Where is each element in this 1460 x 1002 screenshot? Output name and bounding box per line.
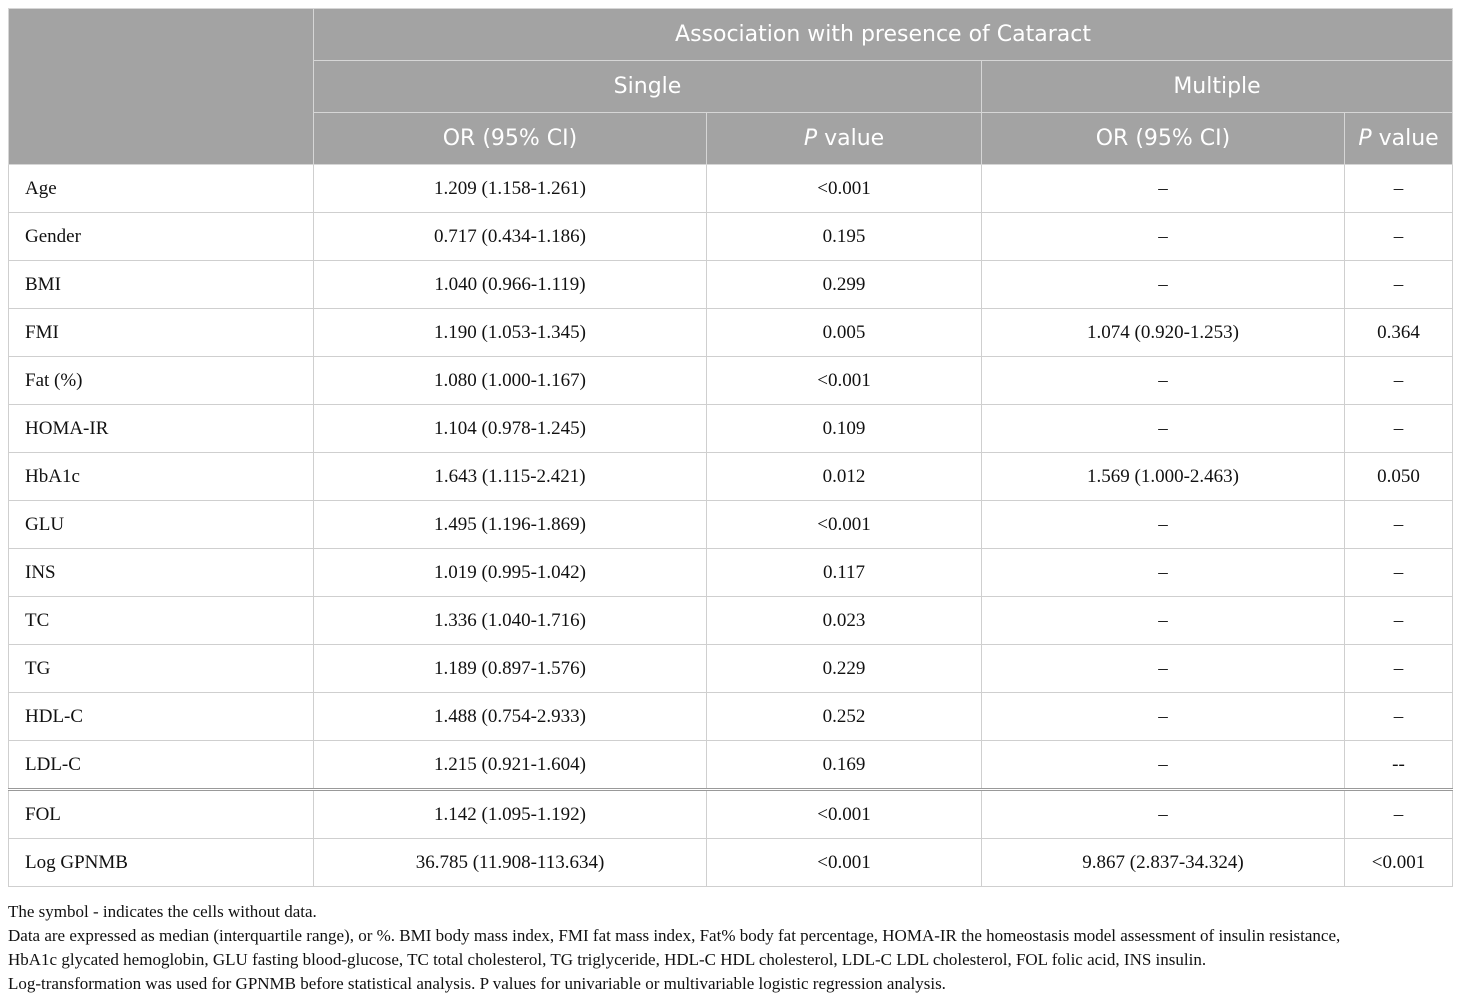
p-single: 0.299 xyxy=(707,261,982,309)
or-single: 1.215 (0.921-1.604) xyxy=(314,741,707,790)
or-single: 1.190 (1.053-1.345) xyxy=(314,309,707,357)
table-row xyxy=(9,405,1453,453)
or-single: 1.189 (0.897-1.576) xyxy=(314,645,707,693)
or-single: 1.080 (1.000-1.167) xyxy=(314,357,707,405)
table-row xyxy=(9,309,1453,357)
header-single: Single xyxy=(314,61,982,113)
row-label: INS xyxy=(9,549,314,597)
p-multiple: – xyxy=(1345,213,1453,261)
header-group-title: Association with presence of Cataract xyxy=(314,9,1453,61)
or-single: 1.040 (0.966-1.119) xyxy=(314,261,707,309)
table-row xyxy=(9,790,1453,839)
or-single: 36.785 (11.908-113.634) xyxy=(314,839,707,887)
or-multiple: – xyxy=(982,693,1345,741)
table-row xyxy=(9,453,1453,501)
table-header xyxy=(9,9,1453,165)
row-label: Fat (%) xyxy=(9,357,314,405)
header-p-rest: value xyxy=(817,126,885,151)
table-row xyxy=(9,693,1453,741)
or-multiple: – xyxy=(982,213,1345,261)
p-multiple: – xyxy=(1345,261,1453,309)
p-multiple: – xyxy=(1345,501,1453,549)
p-single: 0.109 xyxy=(707,405,982,453)
or-multiple: – xyxy=(982,405,1345,453)
header-or-single: OR (95% CI) xyxy=(314,113,707,165)
p-multiple: – xyxy=(1345,549,1453,597)
p-single: 0.117 xyxy=(707,549,982,597)
or-single: 1.019 (0.995-1.042) xyxy=(314,549,707,597)
header-p-single xyxy=(707,113,982,165)
or-multiple: – xyxy=(982,741,1345,790)
table-footnotes xyxy=(8,900,1452,996)
p-single: 0.229 xyxy=(707,645,982,693)
row-label: LDL-C xyxy=(9,741,314,790)
table-row xyxy=(9,357,1453,405)
p-multiple: – xyxy=(1345,357,1453,405)
p-single: <0.001 xyxy=(707,790,982,839)
header-p-italic: P xyxy=(1358,126,1372,151)
or-single: 1.104 (0.978-1.245) xyxy=(314,405,707,453)
or-multiple: – xyxy=(982,597,1345,645)
p-single: 0.252 xyxy=(707,693,982,741)
p-multiple: – xyxy=(1345,405,1453,453)
p-multiple: <0.001 xyxy=(1345,839,1453,887)
table-row xyxy=(9,213,1453,261)
or-single: 1.142 (1.095-1.192) xyxy=(314,790,707,839)
or-multiple: – xyxy=(982,357,1345,405)
row-label: TC xyxy=(9,597,314,645)
footnote-line: Log-transformation was used for GPNMB before statistical analysis. P values for univariable or multivariable logistic regression analysis. xyxy=(8,974,946,993)
p-single: 0.005 xyxy=(707,309,982,357)
or-multiple: – xyxy=(982,790,1345,839)
or-multiple: 9.867 (2.837-34.324) xyxy=(982,839,1345,887)
or-multiple: 1.074 (0.920-1.253) xyxy=(982,309,1345,357)
table-row xyxy=(9,645,1453,693)
table-row xyxy=(9,549,1453,597)
table-row xyxy=(9,501,1453,549)
row-label: HbA1c xyxy=(9,453,314,501)
or-multiple: 1.569 (1.000-2.463) xyxy=(982,453,1345,501)
or-multiple: – xyxy=(982,501,1345,549)
header-or-multiple: OR (95% CI) xyxy=(982,113,1345,165)
row-label: HOMA-IR xyxy=(9,405,314,453)
or-multiple: – xyxy=(982,645,1345,693)
or-single: 1.336 (1.040-1.716) xyxy=(314,597,707,645)
p-multiple: 0.364 xyxy=(1345,309,1453,357)
row-label: BMI xyxy=(9,261,314,309)
p-multiple: – xyxy=(1345,790,1453,839)
p-multiple: – xyxy=(1345,645,1453,693)
p-single: <0.001 xyxy=(707,165,982,213)
table-row xyxy=(9,741,1453,790)
or-single: 1.643 (1.115-2.421) xyxy=(314,453,707,501)
row-label: Age xyxy=(9,165,314,213)
p-multiple: – xyxy=(1345,693,1453,741)
p-single: 0.023 xyxy=(707,597,982,645)
or-multiple: – xyxy=(982,165,1345,213)
row-label: Gender xyxy=(9,213,314,261)
header-p-italic: P xyxy=(803,126,818,151)
table-body xyxy=(9,165,1453,887)
table-row xyxy=(9,165,1453,213)
table-row xyxy=(9,597,1453,645)
header-p-multiple xyxy=(1345,113,1453,165)
header-p-rest: value xyxy=(1371,126,1439,151)
row-label: FMI xyxy=(9,309,314,357)
table-row xyxy=(9,839,1453,887)
p-single: 0.012 xyxy=(707,453,982,501)
p-single: <0.001 xyxy=(707,357,982,405)
p-single: <0.001 xyxy=(707,501,982,549)
footnote-line: The symbol - indicates the cells without data. xyxy=(8,902,317,921)
header-multiple: Multiple xyxy=(982,61,1453,113)
p-multiple: – xyxy=(1345,165,1453,213)
footnote-line: HbA1c glycated hemoglobin, GLU fasting blood-glucose, TC total cholesterol, TG triglyceride, HDL-C HDL cholesterol, LDL-C LDL cholesterol, FOL folic acid, INS insulin. xyxy=(8,950,1207,969)
row-label: HDL-C xyxy=(9,693,314,741)
header-corner-cell xyxy=(9,9,314,165)
p-single: <0.001 xyxy=(707,839,982,887)
row-label: TG xyxy=(9,645,314,693)
p-single: 0.169 xyxy=(707,741,982,790)
or-single: 1.495 (1.196-1.869) xyxy=(314,501,707,549)
or-single: 1.488 (0.754-2.933) xyxy=(314,693,707,741)
cataract-association-table xyxy=(8,8,1453,887)
p-multiple: 0.050 xyxy=(1345,453,1453,501)
row-label: FOL xyxy=(9,790,314,839)
or-single: 1.209 (1.158-1.261) xyxy=(314,165,707,213)
row-label: GLU xyxy=(9,501,314,549)
row-label: Log GPNMB xyxy=(9,839,314,887)
or-multiple: – xyxy=(982,549,1345,597)
p-single: 0.195 xyxy=(707,213,982,261)
p-multiple: -- xyxy=(1345,741,1453,790)
results-table-container xyxy=(8,8,1452,887)
or-multiple: – xyxy=(982,261,1345,309)
p-multiple: – xyxy=(1345,597,1453,645)
table-row xyxy=(9,261,1453,309)
footnote-line: Data are expressed as median (interquartile range), or %. BMI body mass index, FMI fat mass index, Fat% body fat percentage, HOMA-IR the homeostasis model assessment of insulin resistance, xyxy=(8,926,1341,945)
or-single: 0.717 (0.434-1.186) xyxy=(314,213,707,261)
